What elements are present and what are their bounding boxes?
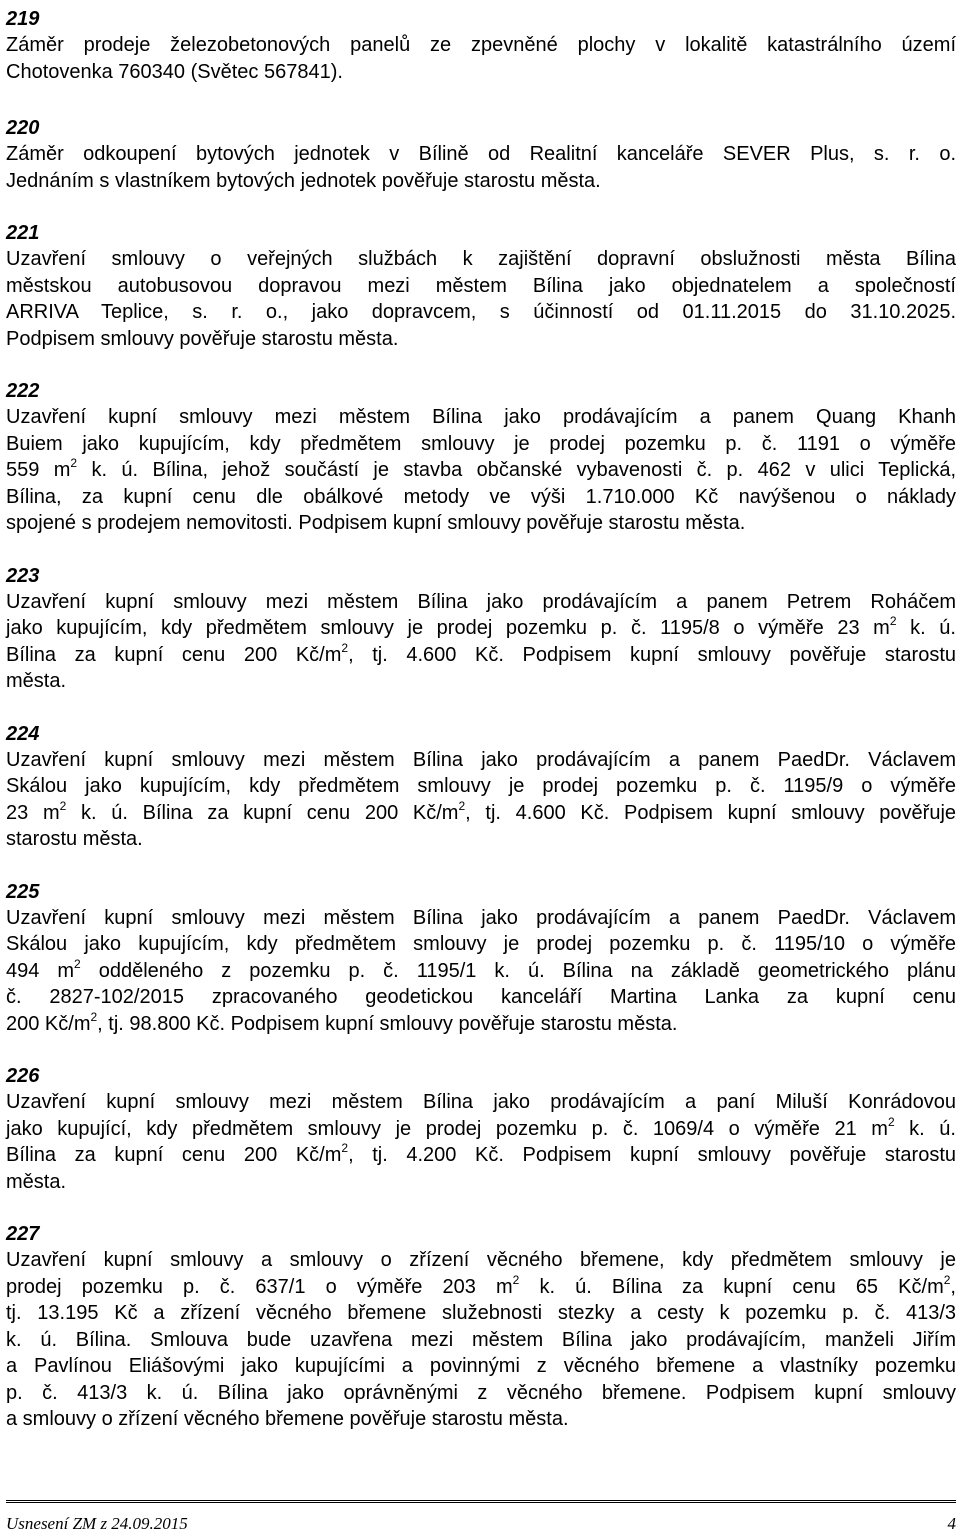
- text-span: jako kupujícím, kdy předmětem smlouvy je prodej pozemku p. č. 1195/8 o výměře 23 m: [6, 617, 890, 639]
- text-span: Podpisem smlouvy pověřuje starostu města.: [6, 327, 399, 350]
- resolution-text-line: [6, 168, 956, 195]
- text-span: Uzavření kupní smlouvy mezi městem Bílina jako prodávajícím a panem Petrem Roháčem: [6, 590, 956, 613]
- superscript: 2: [341, 640, 349, 655]
- text-span: 559 m: [6, 459, 71, 481]
- resolution-text-line: [6, 642, 956, 669]
- resolution-text-line: [6, 1011, 956, 1038]
- text-span: č. 2827-102/2015 zpracovaného geodetickou kanceláří Martina Lanka za kupní cenu: [6, 986, 956, 1008]
- text-span: Chotovenka 760340 (Světec 567841).: [6, 60, 343, 83]
- resolution-text-line: [6, 800, 956, 827]
- resolution-number: 226: [6, 1065, 40, 1087]
- text-span: , tj. 4.600 Kč. Podpisem kupní smlouvy pověřuje: [465, 801, 957, 824]
- resolution-223: [6, 563, 956, 695]
- text-span: městskou autobusovou dopravou mezi městem Bílina jako objednatelem a společností: [6, 274, 956, 297]
- resolution-225: [6, 879, 956, 1038]
- text-span: 23 m: [6, 801, 60, 824]
- text-span: odděleného z pozemku p. č. 1195/1 k. ú. Bílina na základě geometrického plánu: [80, 959, 956, 982]
- resolution-text-line: [6, 747, 956, 774]
- resolution-number: 222: [6, 380, 40, 402]
- resolution-text-line: [6, 299, 956, 326]
- superscript: 2: [341, 1141, 349, 1156]
- resolution-text-line: [6, 1380, 956, 1407]
- resolution-list: [6, 6, 956, 1433]
- superscript: 2: [70, 456, 78, 471]
- resolution-number: 224: [6, 722, 40, 745]
- resolution-text-line: [6, 326, 956, 353]
- text-span: a smlouvy o zřízení věcného břemene pověřuje starostu města.: [6, 1408, 569, 1430]
- resolution-text-line: [6, 1089, 956, 1116]
- text-span: , tj. 4.600 Kč. Podpisem kupní smlouvy pověřuje starostu: [348, 643, 956, 666]
- text-span: tj. 13.195 Kč a zřízení věcného břemene služebnosti stezky a cesty k pozemku p. č. 413/3: [6, 1302, 956, 1324]
- resolution-221: [6, 220, 956, 352]
- text-span: Bílina za kupní cenu 200 Kč/m: [6, 643, 342, 666]
- text-span: spojené s prodejem nemovitosti. Podpisem kupní smlouvy pověřuje starostu města.: [6, 512, 746, 534]
- text-span: ARRIVA Teplice, s. r. o., jako dopravcem, s účinností od 01.11.2015 do 31.10.2025.: [6, 301, 956, 323]
- text-span: k. ú.: [896, 617, 956, 639]
- resolution-text-line: [6, 1353, 956, 1380]
- resolution-text-line: [6, 273, 956, 300]
- text-span: 200 Kč/m: [6, 1012, 91, 1035]
- text-span: a Pavlínou Eliášovými jako kupujícími a povinnými z věcného břemene a vlastníky pozemku: [6, 1355, 956, 1377]
- footer-rule: [6, 1500, 956, 1503]
- resolution-text-line: [6, 931, 956, 958]
- text-span: k. ú.: [894, 1117, 956, 1140]
- footer-title: Usnesení ZM z 24.09.2015: [6, 1514, 188, 1533]
- resolution-text-line: [6, 1116, 956, 1143]
- resolution-text-line: [6, 589, 956, 616]
- text-span: Uzavření kupní smlouvy mezi městem Bílina jako prodávajícím a panem PaedDr. Václavem: [6, 906, 956, 929]
- resolution-text-line: [6, 1169, 956, 1196]
- text-span: města.: [6, 1170, 67, 1193]
- resolution-text-line: [6, 1300, 956, 1327]
- resolution-text-line: [6, 404, 956, 431]
- resolution-text-line: [6, 615, 956, 642]
- resolution-number: 225: [6, 880, 40, 903]
- resolution-text-line: [6, 141, 956, 168]
- resolution-number: 227: [6, 1223, 40, 1245]
- superscript: 2: [889, 614, 897, 629]
- resolution-number: 219: [6, 8, 40, 30]
- text-span: Záměr prodeje železobetonových panelů ze zpevněné plochy v lokalitě katastrálního území: [6, 34, 956, 56]
- resolution-number: 220: [6, 117, 40, 139]
- resolution-226: [6, 1063, 956, 1195]
- resolution-text-line: [6, 1142, 956, 1169]
- text-span: starostu města.: [6, 828, 143, 850]
- superscript: 2: [512, 1272, 520, 1287]
- text-span: Uzavření kupní smlouvy a smlouvy o zřízení věcného břemene, kdy předmětem smlouvy je: [6, 1249, 956, 1271]
- resolution-text-line: [6, 457, 956, 484]
- resolution-text-line: [6, 905, 956, 932]
- text-span: Jednáním s vlastníkem bytových jednotek pověřuje starostu města.: [6, 169, 601, 192]
- text-span: Bílina, za kupní cenu dle obálkové metody ve výši 1.710.000 Kč navýšenou o náklady: [6, 485, 956, 508]
- resolution-text-line: [6, 668, 956, 695]
- superscript: 2: [90, 1009, 98, 1024]
- resolution-text-line: [6, 246, 956, 273]
- resolution-number: 221: [6, 222, 40, 244]
- superscript: 2: [943, 1272, 951, 1287]
- resolution-text-line: [6, 984, 956, 1011]
- superscript: 2: [887, 1114, 895, 1129]
- text-span: Uzavření kupní smlouvy mezi městem Bílina jako prodávajícím a panem Quang Khanh: [6, 406, 956, 428]
- resolution-text-line: [6, 32, 956, 59]
- text-span: , tj. 4.200 Kč. Podpisem kupní smlouvy pověřuje starostu: [348, 1144, 956, 1166]
- text-span: k. ú. Bílina za kupní cenu 200 Kč/m: [66, 801, 459, 824]
- resolution-text-line: [6, 431, 956, 458]
- resolution-text-line: [6, 1274, 956, 1301]
- text-span: k. ú. Bílina, jehož součástí je stavba občanské vybavenosti č. p. 462 v ulici Teplická,: [77, 459, 956, 481]
- text-span: 494 m: [6, 959, 75, 982]
- superscript: 2: [74, 956, 81, 971]
- resolution-text-line: [6, 958, 956, 985]
- text-span: Uzavření smlouvy o veřejných službách k zajištění dopravní obslužnosti města Bílina: [6, 248, 956, 270]
- text-span: Bílina za kupní cenu 200 Kč/m: [6, 1144, 342, 1166]
- resolution-224: [6, 721, 956, 853]
- text-span: Skálou jako kupujícím, kdy předmětem smlouvy je prodej pozemku p. č. 1195/10 o výměře: [6, 933, 956, 955]
- resolution-227: [6, 1221, 956, 1433]
- superscript: 2: [458, 798, 466, 813]
- text-span: p. č. 413/3 k. ú. Bílina jako oprávněnými z věcného břemene. Podpisem kupní smlouvy: [6, 1381, 956, 1404]
- text-span: k. ú. Bílina za kupní cenu 65 Kč/m: [519, 1275, 944, 1298]
- page-number: 4: [947, 1514, 956, 1533]
- resolution-text-line: [6, 1247, 956, 1274]
- text-span: města.: [6, 670, 67, 692]
- resolution-text-line: [6, 484, 956, 511]
- text-span: , tj. 98.800 Kč. Podpisem kupní smlouvy pověřuje starostu města.: [97, 1012, 678, 1035]
- resolution-text-line: [6, 826, 956, 853]
- resolution-220: [6, 115, 956, 194]
- resolution-219: [6, 6, 956, 85]
- resolution-222: [6, 378, 956, 537]
- text-span: Uzavření kupní smlouvy mezi městem Bílina jako prodávajícím a panem PaedDr. Václavem: [6, 748, 956, 771]
- resolution-text-line: [6, 1406, 956, 1433]
- resolution-text-line: [6, 773, 956, 800]
- resolution-text-line: [6, 510, 956, 537]
- text-span: Uzavření kupní smlouvy mezi městem Bílina jako prodávajícím a paní Miluší Konrádovou: [6, 1091, 956, 1113]
- resolution-text-line: [6, 59, 956, 86]
- superscript: 2: [59, 798, 67, 813]
- document-body: [6, 0, 956, 1433]
- resolution-text-line: [6, 1327, 956, 1354]
- text-span: ,: [950, 1275, 956, 1298]
- text-span: k. ú. Bílina. Smlouva bude uzavřena mezi městem Bílina jako prodávajícím, manželi Jiřím: [6, 1328, 956, 1351]
- resolution-number: 223: [6, 564, 40, 587]
- text-span: jako kupující, kdy předmětem smlouvy je prodej pozemku p. č. 1069/4 o výměře 21 m: [6, 1117, 888, 1140]
- text-span: Skálou jako kupujícím, kdy předmětem smlouvy je prodej pozemku p. č. 1195/9 o výměře: [6, 775, 956, 797]
- text-span: Záměr odkoupení bytových jednotek v Bílině od Realitní kanceláře SEVER Plus, s. r. o.: [6, 143, 956, 165]
- text-span: prodej pozemku p. č. 637/1 o výměře 203 m: [6, 1275, 513, 1298]
- text-span: Buiem jako kupujícím, kdy předmětem smlouvy je prodej pozemku p. č. 1191 o výměře: [6, 432, 956, 455]
